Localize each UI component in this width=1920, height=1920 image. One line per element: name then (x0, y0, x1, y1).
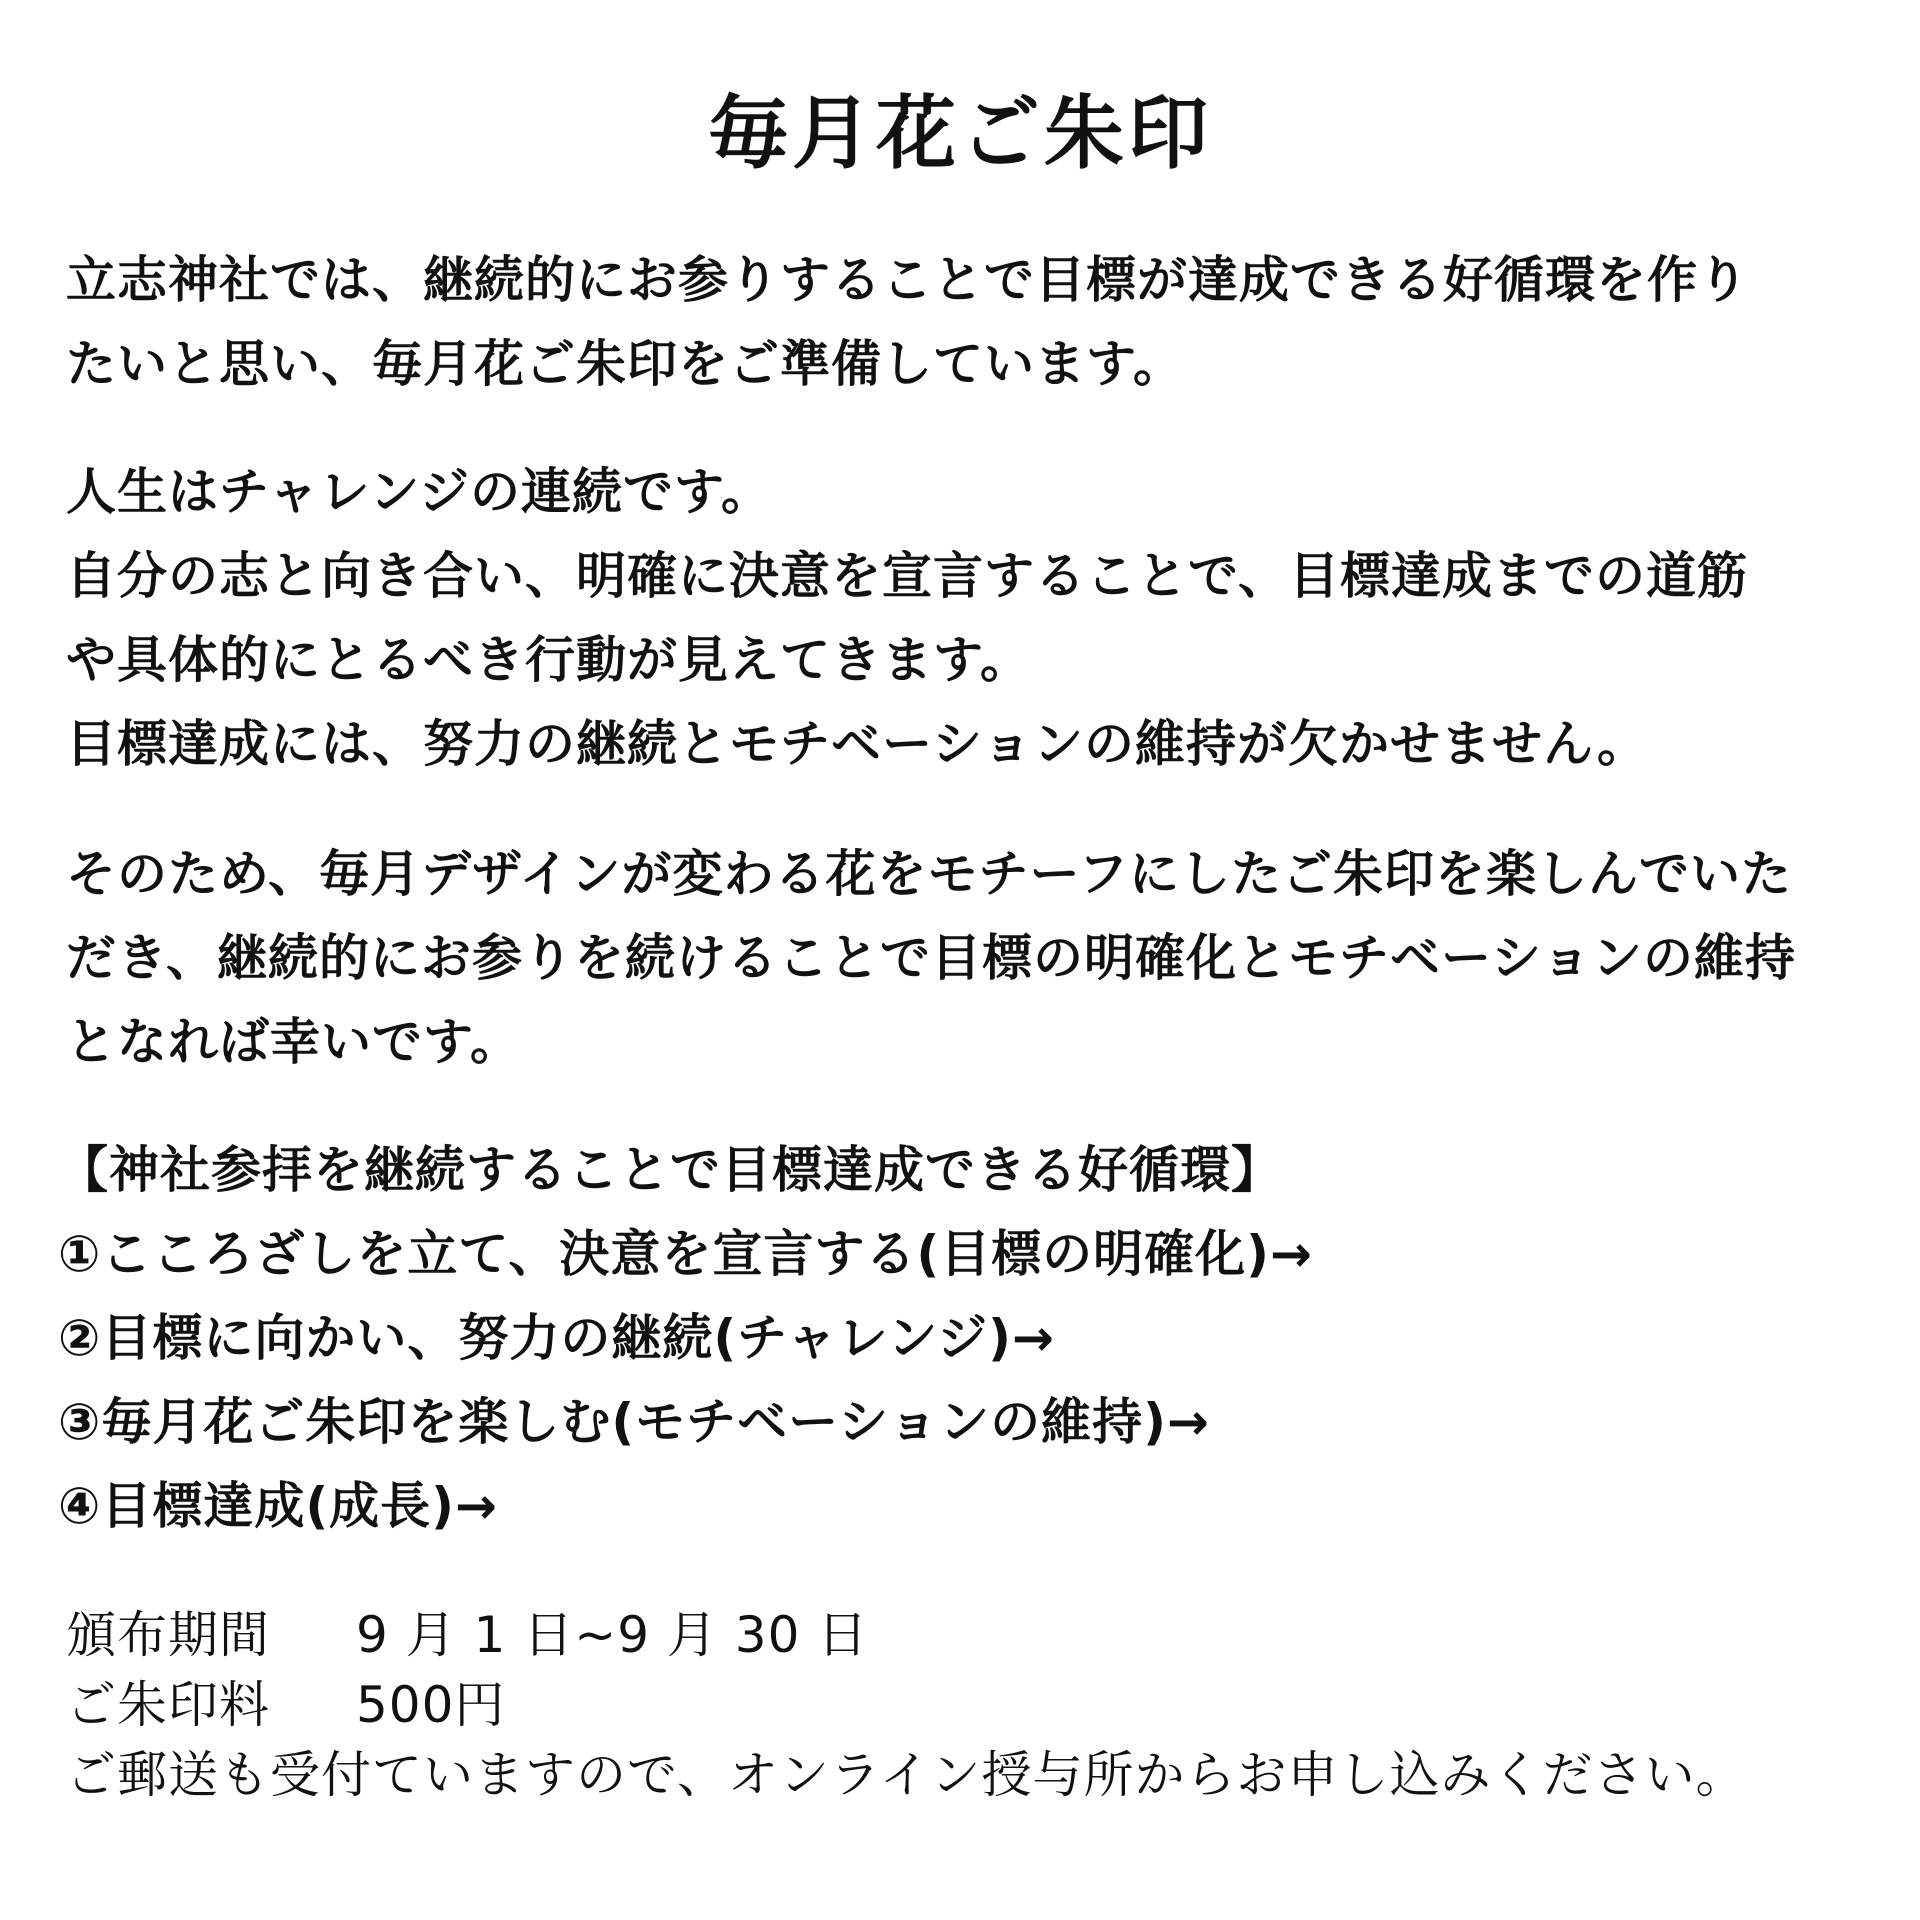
cycle-step-3: ③毎月花ご朱印を楽しむ(モチベーションの維持)→ (58, 1393, 1210, 1451)
fee-row (66, 1670, 1866, 1740)
body-line-2: 自分の志と向き合い、明確に決意を宣言することで、目標達成までの道筋 (66, 547, 1748, 605)
intro-line-1: 立志神社では、継続的にお参りすることで目標が達成できる好循環を作り (66, 251, 1749, 309)
fee-label: ご朱印料 (66, 1676, 270, 1734)
purpose-line-1: そのため、毎月デザインが変わる花をモチーフにしたご朱印を楽しんでいた (66, 845, 1792, 903)
body-line-1: 人生はチャレンジの連続です。 (66, 463, 772, 521)
cycle-step-1: ①こころざしを立て、決意を宣言する(目標の明確化)→ (58, 1225, 1313, 1283)
purpose-paragraph (66, 832, 1866, 1084)
period-row (66, 1600, 1866, 1670)
period-value: 9 月 1 日~9 月 30 日 (356, 1606, 869, 1664)
intro-paragraph (66, 238, 1866, 406)
distribution-info (66, 1600, 1866, 1810)
purpose-line-3: となれば幸いです。 (66, 1013, 521, 1071)
mail-order-note: ご郵送も受付ていますので、オンライン授与所からお申し込みください。 (66, 1746, 1747, 1804)
page-title: 毎月花ご朱印 (708, 87, 1212, 180)
cycle-section (58, 1128, 1858, 1548)
intro-line-2: たいと思い、毎月花ご朱印をご準備しています。 (66, 335, 1184, 393)
body-line-3: や具体的にとるべき行動が見えてきます。 (66, 631, 1031, 689)
cycle-heading: 【神社参拝を継続することで目標達成できる好循環】 (58, 1141, 1282, 1199)
cycle-step-4: ④目標達成(成長)→ (58, 1477, 498, 1535)
cycle-step-2: ②目標に向かい、努力の継続(チャレンジ)→ (58, 1309, 1055, 1367)
body-paragraph (66, 450, 1866, 786)
purpose-line-2: だき、継続的にお参りを続けることで目標の明確化とモチベーションの維持 (66, 929, 1796, 987)
fee-value: 500円 (356, 1676, 506, 1734)
period-label: 頒布期間 (66, 1606, 270, 1664)
body-line-4: 目標達成には、努力の継続とモチベーションの維持が欠かせません。 (66, 715, 1648, 773)
